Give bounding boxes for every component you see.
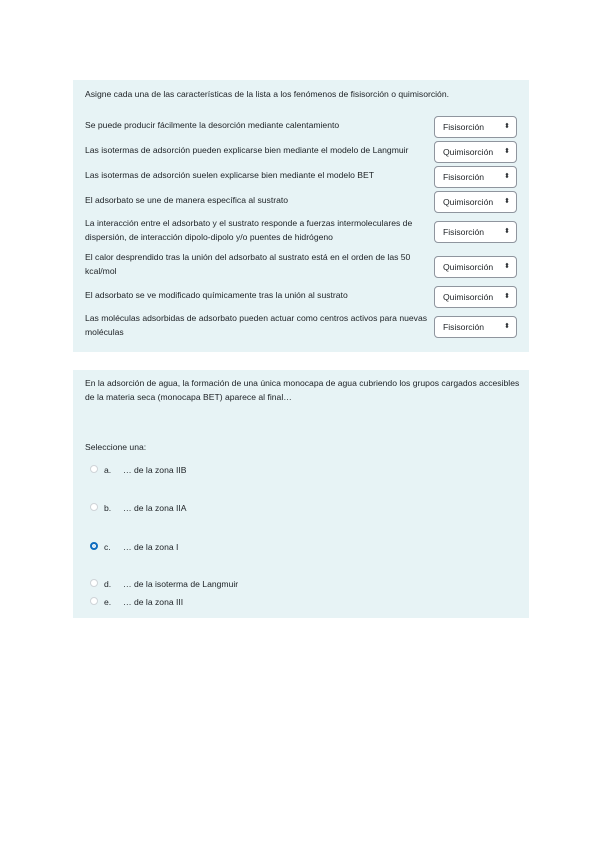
option-text: … de la zona I bbox=[123, 542, 179, 552]
question-1-card bbox=[73, 80, 529, 352]
match-select[interactable] bbox=[434, 256, 517, 278]
radio-button[interactable] bbox=[90, 579, 98, 587]
select-value: Fisisorción bbox=[443, 122, 485, 132]
select-arrows-icon: ⬍ bbox=[504, 228, 510, 235]
match-select[interactable] bbox=[434, 166, 517, 188]
select-value: Quimisorción bbox=[443, 292, 494, 302]
select-value: Quimisorción bbox=[443, 147, 494, 157]
select-value: Quimisorción bbox=[443, 262, 494, 272]
option-letter: e. bbox=[104, 597, 112, 607]
select-value: Fisisorción bbox=[443, 172, 485, 182]
radio-button[interactable] bbox=[90, 503, 98, 511]
match-item-text: El adsorbato se une de manera específica al sustrato bbox=[85, 195, 289, 205]
radio-button[interactable] bbox=[90, 597, 98, 605]
match-select[interactable] bbox=[434, 316, 517, 338]
option-text: … de la zona IIA bbox=[123, 503, 187, 513]
option-letter: a. bbox=[104, 465, 112, 475]
select-arrows-icon: ⬍ bbox=[504, 293, 510, 300]
option-text: … de la isoterma de Langmuir bbox=[123, 579, 239, 589]
select-arrows-icon: ⬍ bbox=[504, 148, 510, 155]
match-item-text: Las isotermas de adsorción pueden explicarse bien mediante el modelo de Langmuir bbox=[85, 145, 409, 155]
select-one-prompt: Seleccione una: bbox=[85, 442, 147, 452]
match-item-text: La interacción entre el adsorbato y el sustrato responde a fuerzas intermoleculares de dispersión, de interacción dipolo-dipolo y/o puentes de hidrógeno bbox=[85, 218, 413, 242]
select-arrows-icon: ⬍ bbox=[504, 263, 510, 270]
question-2-card bbox=[73, 370, 529, 618]
match-select[interactable] bbox=[434, 141, 517, 163]
radio-button[interactable] bbox=[90, 465, 98, 473]
match-item-text: El calor desprendido tras la unión del adsorbato al sustrato está en el orden de las 50 kcal/mol bbox=[85, 252, 411, 276]
match-select[interactable] bbox=[434, 116, 517, 138]
select-arrows-icon: ⬍ bbox=[504, 123, 510, 130]
match-select[interactable] bbox=[434, 221, 517, 243]
select-value: Fisisorción bbox=[443, 227, 485, 237]
match-item-text: Las moléculas adsorbidas de adsorbato pueden actuar como centros activos para nuevas moléculas bbox=[85, 313, 428, 337]
option-text: … de la zona IIB bbox=[123, 465, 187, 475]
select-value: Quimisorción bbox=[443, 197, 494, 207]
select-arrows-icon: ⬍ bbox=[504, 173, 510, 180]
option-letter: d. bbox=[104, 579, 112, 589]
option-letter: c. bbox=[104, 542, 111, 552]
select-arrows-icon: ⬍ bbox=[504, 198, 510, 205]
match-item-text: Las isotermas de adsorción suelen explicarse bien mediante el modelo BET bbox=[85, 170, 375, 180]
select-arrows-icon: ⬍ bbox=[504, 323, 510, 330]
select-value: Fisisorción bbox=[443, 322, 485, 332]
match-select[interactable] bbox=[434, 191, 517, 213]
option-letter: b. bbox=[104, 503, 112, 513]
question-1-instruction: Asigne cada una de las características de la lista a los fenómenos de fisisorción o quimisorción. bbox=[85, 89, 449, 99]
radio-button-selected[interactable] bbox=[90, 542, 98, 550]
question-2-text: En la adsorción de agua, la formación de una única monocapa de agua cubriendo los grupos cargados accesibles de la materia seca (monocapa BET) aparece al final… bbox=[85, 378, 520, 402]
match-item-text: Se puede producir fácilmente la desorción mediante calentamiento bbox=[85, 120, 340, 130]
match-select[interactable] bbox=[434, 286, 517, 308]
match-item-text: El adsorbato se ve modificado químicamente tras la unión al sustrato bbox=[85, 290, 348, 300]
option-text: … de la zona III bbox=[123, 597, 184, 607]
